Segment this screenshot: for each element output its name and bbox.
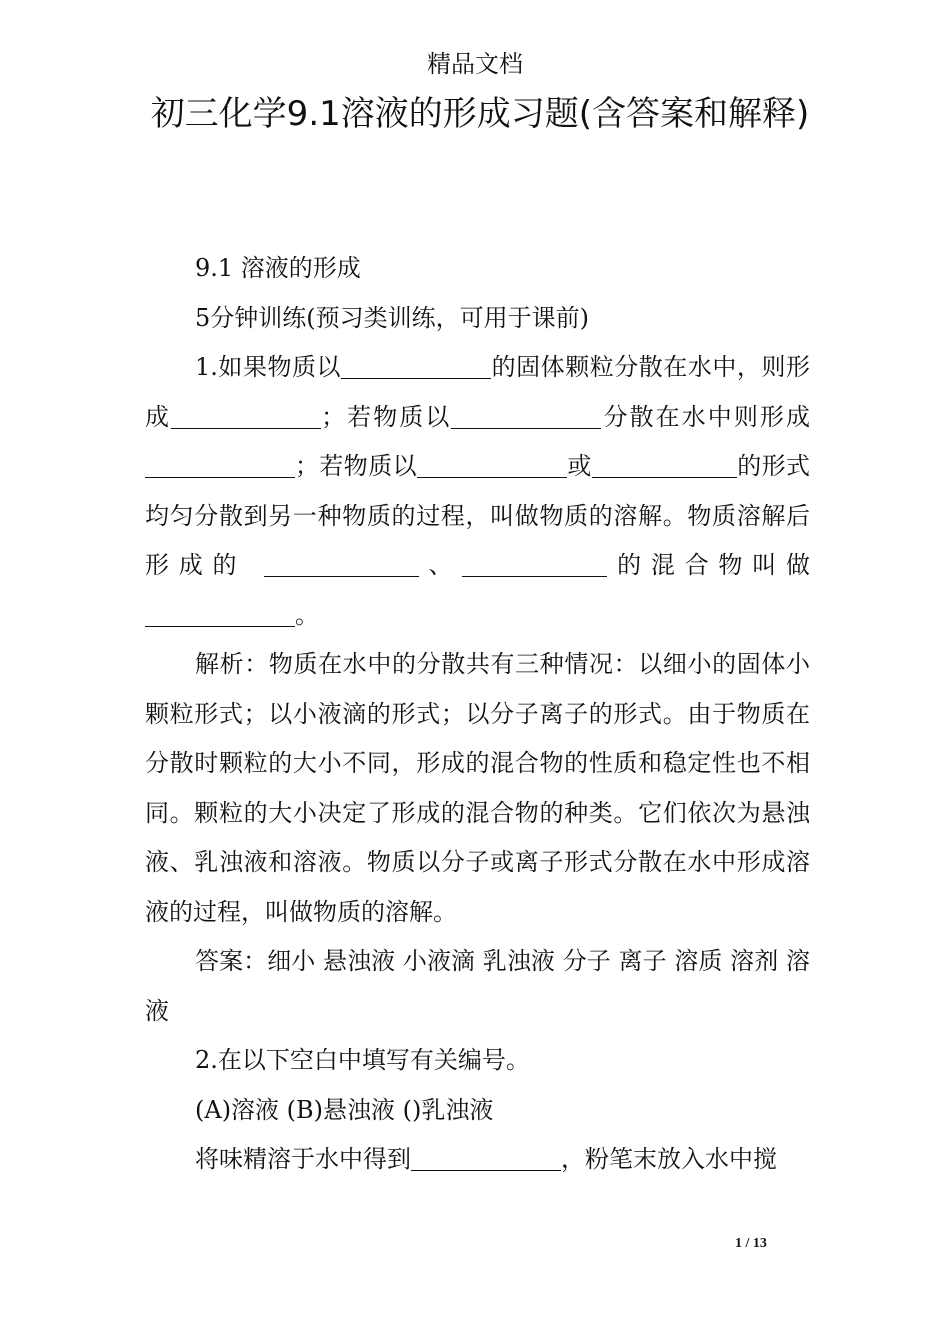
q1-text: 1.如果物质以 bbox=[195, 353, 342, 381]
answer-blank bbox=[592, 452, 737, 478]
answer-blank bbox=[417, 452, 567, 478]
q1-text: 的固体颗粒分散在水中，则形成 bbox=[145, 353, 810, 431]
section-heading: 9.1 溶液的形成 bbox=[195, 254, 361, 282]
q2-text: 将味精溶于水中得到 bbox=[195, 1145, 411, 1173]
page-number: 1 / 13 bbox=[735, 1236, 767, 1251]
answer-blank bbox=[145, 452, 295, 478]
q1-text: 分散在水中则形成 bbox=[601, 402, 811, 431]
q1-text: 。 bbox=[295, 600, 319, 629]
q1-text: ；若物质以 bbox=[321, 402, 452, 431]
q1-text: 或 bbox=[567, 452, 592, 480]
answer-paragraph: 答案：细小 悬浊液 小液滴 乳浊液 分子 离子 溶质 溶剂 溶液 bbox=[145, 947, 810, 1025]
question-1 bbox=[145, 343, 810, 640]
document-title: 初三化学9.1溶液的形成习题(含答案和解释) bbox=[150, 94, 810, 134]
answer-blank bbox=[264, 551, 419, 577]
page-header: 精品文档 bbox=[427, 50, 523, 78]
answer-blank bbox=[171, 402, 321, 428]
q1-text: 的形式均匀分散到另一种物质的过程，叫做物质的溶解。物质溶解后形成的 bbox=[145, 452, 811, 579]
document-body bbox=[145, 244, 810, 1185]
answer-blank bbox=[341, 353, 491, 379]
question-2-options: (A)溶液 (B)悬浊液 ()乳浊液 bbox=[195, 1095, 494, 1124]
analysis-paragraph: 解析：物质在水中的分散共有三种情况：以细小的固体小颗粒形式；以小液滴的形式；以分子离子的形式。由于物质在分散时颗粒的大小不同，形成的混合物的性质和稳定性也不相同。颗粒的大小决定了形成的混合物的种类。它们依次为悬浊液、乳浊液和溶液。物质以分子或离子形式分散在水中形成溶液的过程，叫做物质的溶解。 bbox=[145, 650, 810, 926]
answer-blank bbox=[451, 402, 601, 428]
q1-text: 的混合物叫做 bbox=[607, 551, 810, 579]
answer-blank bbox=[145, 600, 295, 626]
question-2-stem: 2.在以下空白中填写有关编号。 bbox=[195, 1046, 530, 1074]
answer-blank bbox=[462, 551, 607, 577]
q2-text: ，粉笔末放入水中搅 bbox=[561, 1145, 777, 1173]
answer-blank bbox=[411, 1145, 561, 1171]
q1-text: 、 bbox=[418, 551, 463, 579]
question-2-text bbox=[145, 1135, 810, 1185]
training-subtitle: 5分钟训练(预习类训练，可用于课前) bbox=[195, 303, 589, 332]
q1-text: ；若物质以 bbox=[295, 452, 417, 480]
